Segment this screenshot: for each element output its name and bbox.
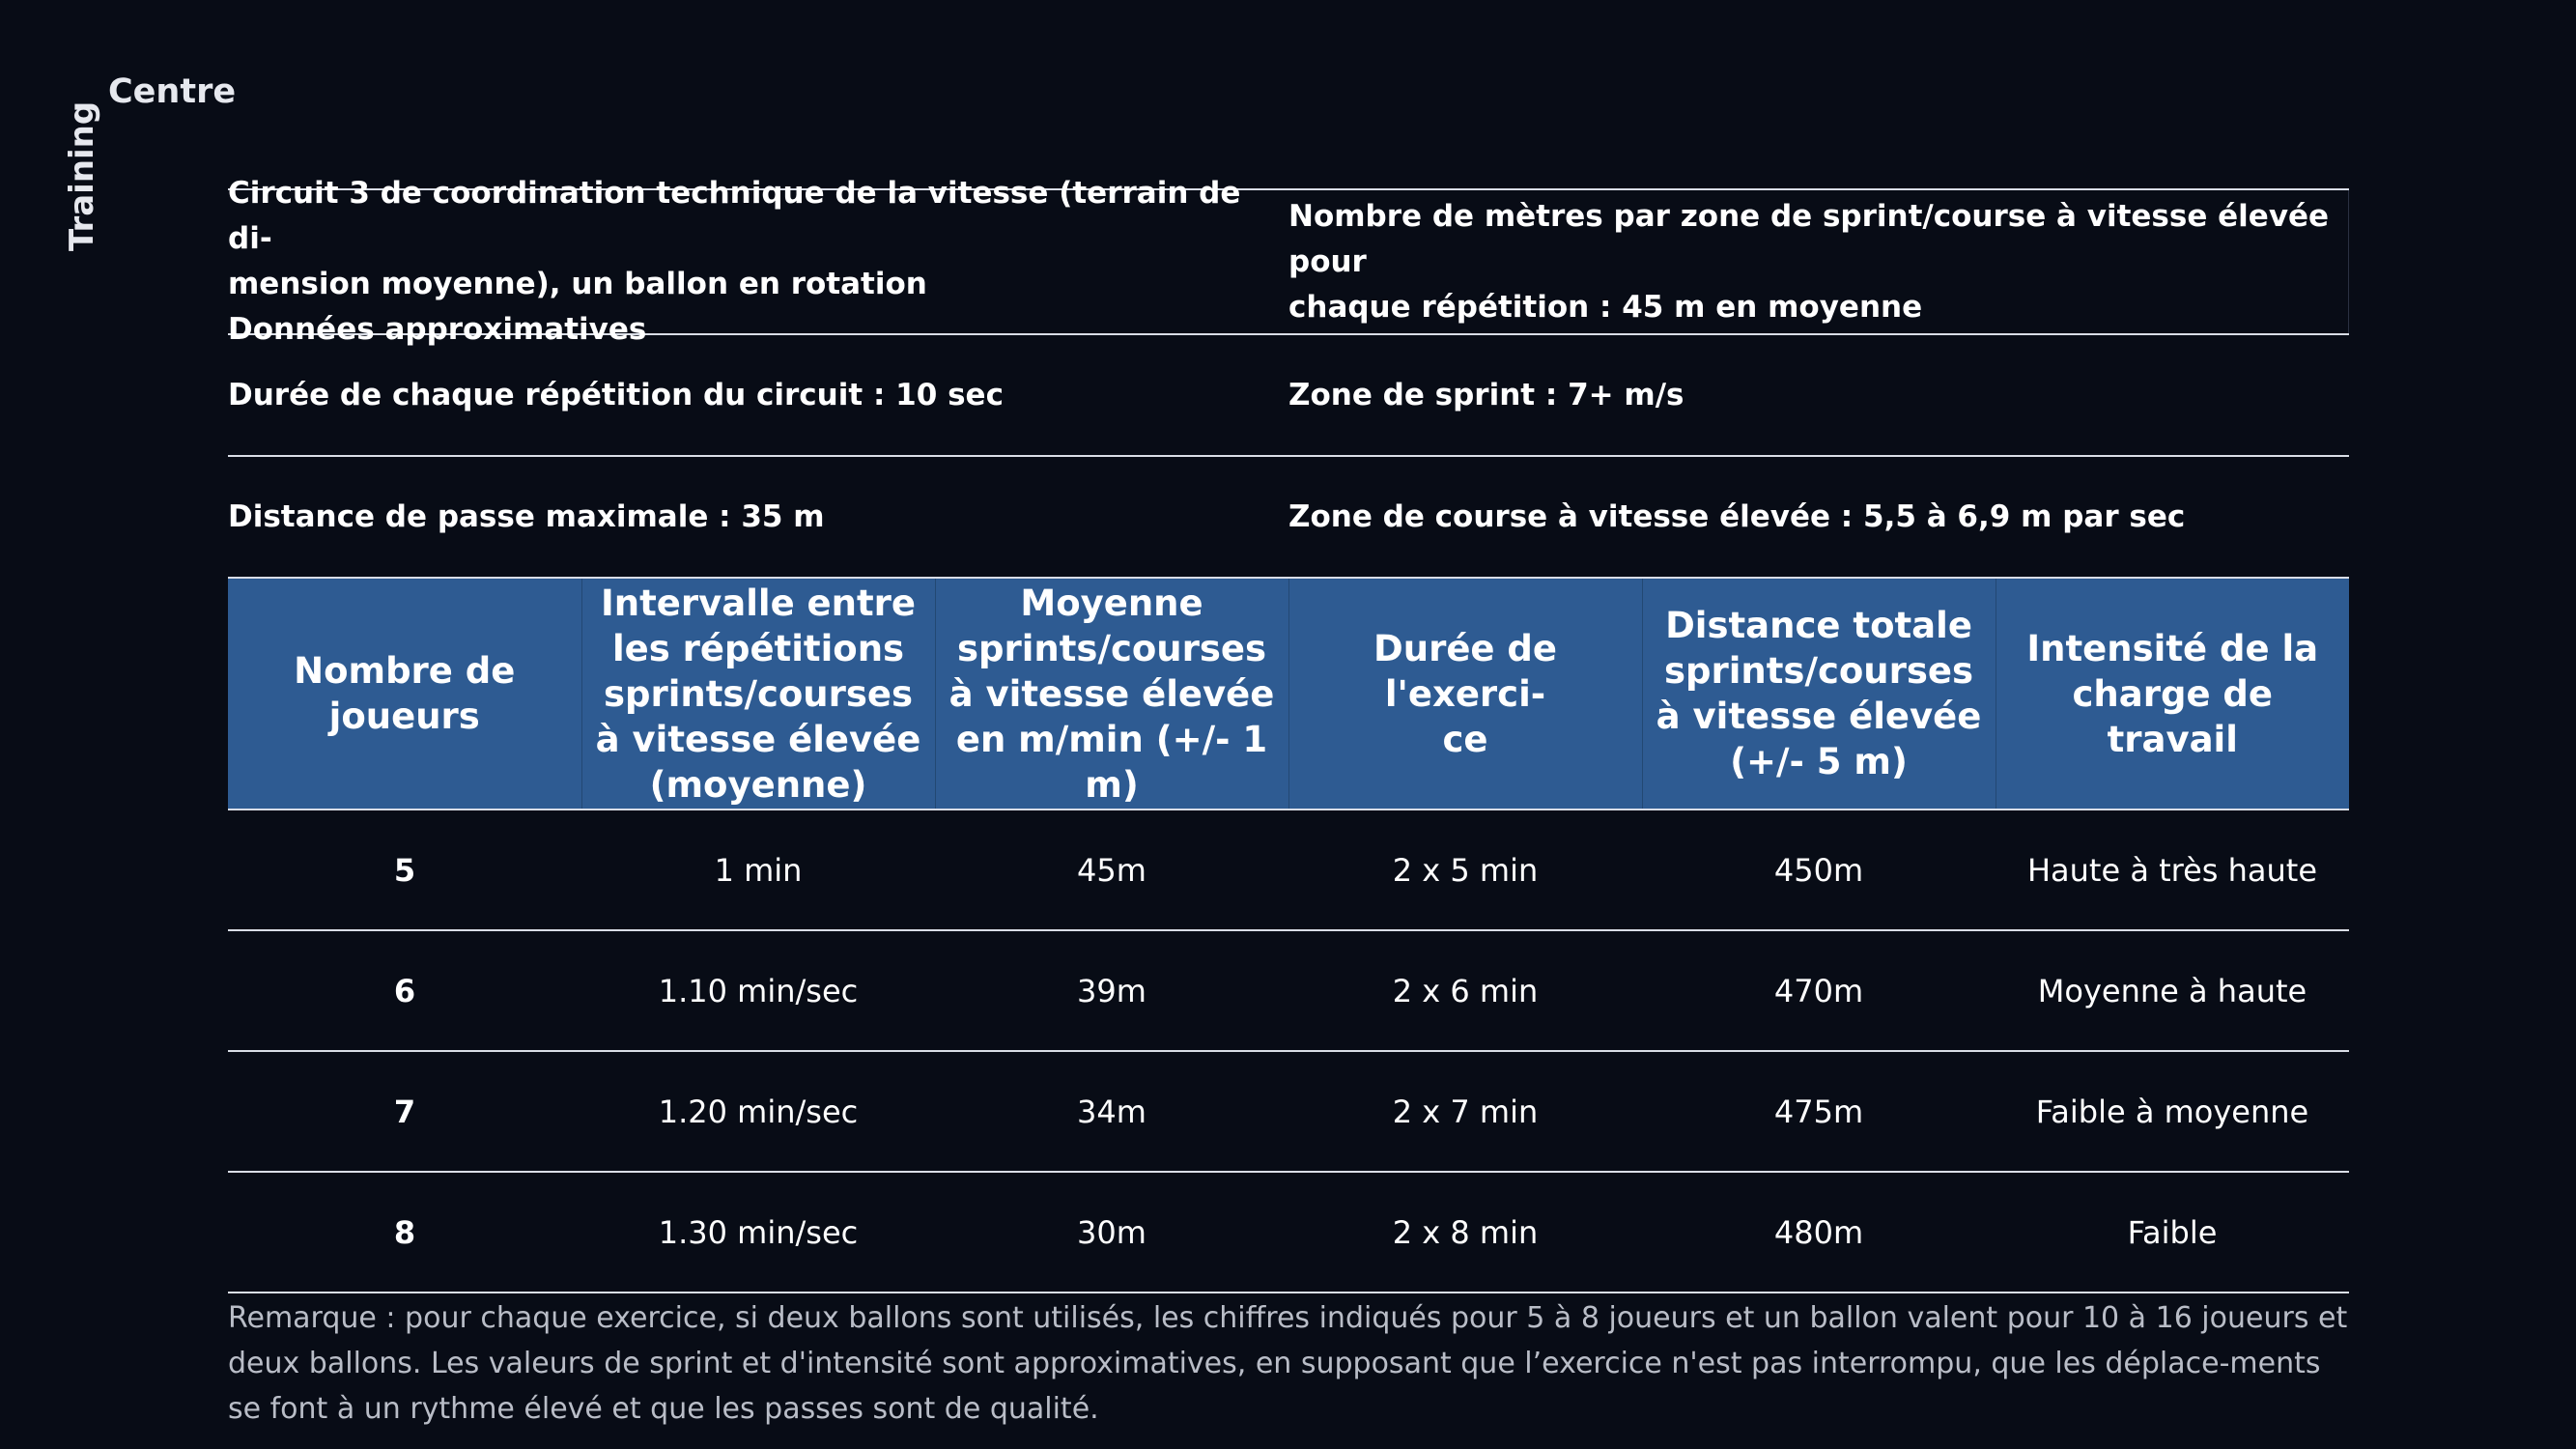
meters-per-zone: Nombre de mètres par zone de sprint/course à vitesse élevée pour chaque répétition : 45 m en moyenne	[1288, 190, 2349, 333]
cell-duration: 2 x 6 min	[1392, 972, 1539, 1009]
table-header-row	[228, 578, 2349, 810]
cell-interval: 1.10 min/sec	[658, 972, 859, 1009]
header-players: Nombre de joueurs	[228, 578, 581, 810]
info-row-circuit	[228, 176, 2349, 347]
header-interval: Intervalle entre les répétitions sprints/courses à vitesse élevée (moyenne)	[581, 578, 935, 810]
footnote-remark: Remarque : pour chaque exercice, si deux ballons sont utilisés, les chiffres indiqués pour 5 à 8 joueurs et un ballon valent pour 10 à 16 joueurs et deux ballons. Les valeurs de sprint et d'intensité sont approximatives, en supposant que l’exercice n'est pas interrompu, que les déplace-ments se font à un rythme élevé et que les passes sont de qualité.	[228, 1301, 2348, 1426]
max-pass-distance: Distance de passe maximale : 35 m	[228, 498, 825, 534]
cell-intensity: Haute à très haute	[2026, 851, 2318, 889]
cell-duration: 2 x 8 min	[1392, 1213, 1539, 1251]
cell-average: 39m	[1077, 972, 1146, 1009]
header-exercise-duration: Durée de l'exerci- ce	[1288, 578, 1642, 810]
info-row-distance	[228, 455, 2349, 577]
cell-duration: 2 x 7 min	[1392, 1093, 1539, 1130]
cell-interval: 1.30 min/sec	[658, 1213, 859, 1251]
header-workload-intensity: Intensité de la charge de travail	[1996, 578, 2349, 810]
table-row	[228, 810, 2349, 930]
header-average-sprints: Moyenne sprints/courses à vitesse élevée en m/min (+/- 1 m)	[935, 578, 1288, 810]
cell-intensity: Moyenne à haute	[2037, 972, 2307, 1009]
cell-total-distance: 480m	[1773, 1213, 1864, 1251]
header-total-distance: Distance totale sprints/courses à vitesse élevée (+/- 5 m)	[1642, 578, 1996, 810]
sprint-zone: Zone de sprint : 7+ m/s	[1288, 377, 1684, 412]
info-row-duration	[228, 333, 2349, 455]
table-row	[228, 1051, 2349, 1172]
cell-average: 45m	[1077, 851, 1146, 889]
cell-players: 8	[393, 1213, 416, 1251]
training-data-table	[228, 577, 2349, 1293]
cell-interval: 1 min	[714, 851, 803, 889]
cell-intensity: Faible	[2127, 1213, 2218, 1251]
logo-centre-word: Centre	[108, 72, 237, 111]
table-row	[228, 1172, 2349, 1293]
cell-average: 30m	[1077, 1213, 1146, 1251]
cell-average: 34m	[1077, 1093, 1146, 1130]
cell-players: 5	[393, 851, 416, 889]
repetition-duration: Durée de chaque répétition du circuit : 10 sec	[228, 377, 1004, 412]
high-speed-zone: Zone de course à vitesse élevée : 5,5 à 6,9 m par sec	[1288, 498, 2186, 534]
document-content	[228, 176, 2349, 1432]
cell-intensity: Faible à moyenne	[2035, 1093, 2309, 1130]
circuit-description: Circuit 3 de coordination technique de la vitesse (terrain de di- mension moyenne), un ballon en rotation Données approximatives	[228, 176, 1241, 347]
cell-players: 7	[393, 1093, 416, 1130]
cell-total-distance: 475m	[1773, 1093, 1864, 1130]
table-row	[228, 930, 2349, 1051]
logo-training-word: Training	[63, 100, 101, 251]
cell-duration: 2 x 5 min	[1392, 851, 1539, 889]
cell-total-distance: 470m	[1773, 972, 1864, 1009]
cell-total-distance: 450m	[1773, 851, 1864, 889]
cell-players: 6	[393, 972, 416, 1009]
cell-interval: 1.20 min/sec	[658, 1093, 859, 1130]
